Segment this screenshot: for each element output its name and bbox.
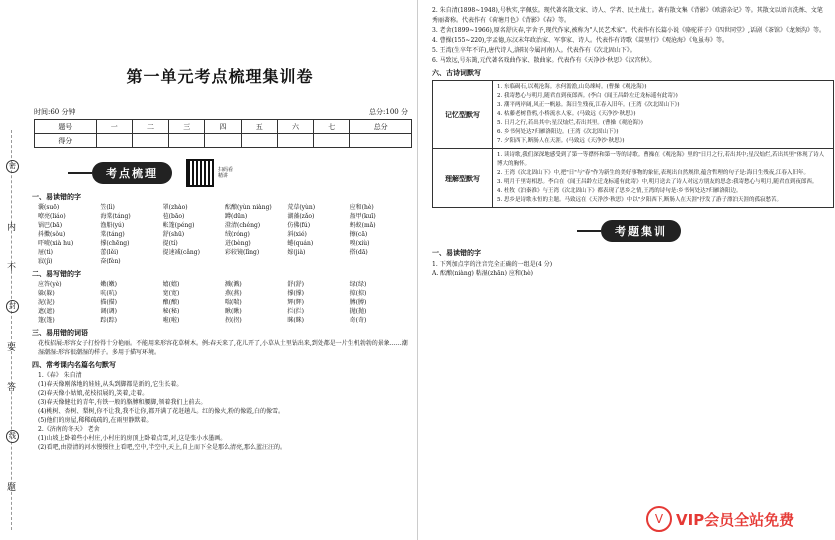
word-item: 吓唬(xià hu) [38, 240, 74, 247]
word-item: 喘(喘) [224, 299, 242, 306]
word-item: 屉(tì) [38, 249, 54, 256]
score-cell: 四 [205, 120, 241, 134]
cut-line [11, 130, 12, 530]
word-item: 宽(宽) [162, 290, 180, 297]
word-item: 应答(yè) [38, 281, 62, 288]
poem-line: 2. 王湾《次北固山下》中,把"日"与"春"作为新生的美好事物的象征,表现出自然规律,蕴含哲理的句子是:海日生残夜,江春入旧年。 [497, 170, 809, 176]
section-heading: 一、易读错的字 [432, 248, 481, 257]
category-label: 记忆型默写 [433, 81, 493, 148]
question-text: 1. 下列加点字的注音完全正确的一组是(4 分) [432, 261, 553, 268]
author-note: 6. 马致远,号东篱,元代著名戏曲作家、散曲家。代表作有《天净沙·秋思》《汉宫秋》。 [432, 57, 656, 64]
word-item: 棠(táng) [100, 231, 125, 238]
word-item: 绿(绿) [349, 281, 367, 288]
score-input[interactable] [96, 134, 132, 148]
word-item: 奇(奇) [349, 317, 367, 324]
word-item: 抛(抛) [349, 308, 367, 315]
word-item: 掠(掠) [349, 290, 367, 297]
word-item: 苞(bāo) [162, 213, 185, 220]
word-item: 酝酿(yùn niàng) [224, 204, 272, 211]
binding-dot: 封 [6, 300, 19, 313]
score-input[interactable] [350, 134, 412, 148]
author-note: 2. 朱自清(1898~1948),号秋实,字佩弦。现代著名散文家、诗人、学者、民主战士。著有散文集《背影》《欧游杂记》等。其散文以语言洗炼、文笔秀丽著称。代表作有《荷塘月色》《背影》《春》等。 [432, 7, 823, 24]
score-input[interactable] [277, 134, 313, 148]
vip-text: VIP会员全站免费 [676, 510, 795, 529]
word-item: 蚂蚁(mǎ) [349, 222, 376, 229]
recitation-line: (2)春天像小姑娘,花枝招展的,笑着,走着。 [38, 390, 149, 397]
binding-dot: 密 [6, 160, 19, 173]
word-item: 调(调) [100, 308, 118, 315]
word-item: 吭(吭) [100, 290, 118, 297]
section-heading: 三、易用错的词语 [32, 329, 88, 337]
score-cell: 七 [314, 120, 350, 134]
word-item: 奋(fèn) [100, 258, 121, 265]
binding-char: 不 [7, 263, 17, 273]
word-item: 嫩(嫩) [100, 281, 118, 288]
page-title: 第一单元考点梳理集训卷 [126, 67, 314, 86]
right-page [418, 0, 835, 540]
recitation-line: (4)桃树、杏树、梨树,你不让我,我不让你,都开满了花赶趟儿。红的像火,粉的像霞,白的像雪。 [38, 408, 285, 415]
word-item: 拦(拦) [287, 308, 305, 315]
word-item: 渔船(yú) [100, 222, 125, 229]
recitation-list [38, 371, 408, 452]
vip-watermark[interactable] [646, 504, 832, 534]
qr-note: 扫码看精讲 [218, 167, 234, 179]
question-options: A. 酝酿(niàng) 粘湿(zhān) 应和(hè) [432, 270, 533, 277]
score-cell: 三 [169, 120, 205, 134]
poem-line: 4. 枯藤老树昏鸦,小桥流水人家。(马致远《天净沙·秋思》) [497, 111, 636, 117]
score-value-row [35, 134, 412, 148]
binding-char: 答 [7, 383, 17, 393]
section-banner [68, 158, 412, 188]
score-cell: 五 [241, 120, 277, 134]
word-item: 寂(jì) [38, 258, 53, 265]
vip-icon: V [646, 506, 672, 532]
poem-line: 2. 我寄愁心与明月,随君直到夜郎西。(李白《闻王昌龄左迁龙标遥有此寄》) [497, 93, 678, 99]
word-item: 荒草(yùn) [287, 204, 316, 211]
binding-char: 题 [7, 483, 17, 493]
score-cell: 六 [277, 120, 313, 134]
score-cell: 总分 [350, 120, 412, 134]
poem-line: 1. 读诗歌,我们深深地感受到了第一等襟怀和第一等的诗歌。曹操在《观沧海》里的"日月之行,若出其中;星汉灿烂,若出其里"体现了诗人博大的胸怀。 [497, 152, 825, 167]
word-item: 嘹亮(liáo) [38, 213, 66, 220]
word-item: 溅(溅) [224, 281, 242, 288]
poetry-table [432, 80, 834, 208]
understand-items [493, 149, 833, 207]
word-item: 蹲(dūn) [224, 213, 248, 220]
poem-line: 5. 日月之行,若出其中;星汉灿烂,若出其里。(曹操《观沧海》) [497, 120, 643, 126]
score-input[interactable] [132, 134, 168, 148]
word-item: 眯(眯) [287, 317, 305, 324]
word-item: 绒(róng) [224, 231, 250, 238]
word-item: 盔甲(kuī) [349, 213, 376, 220]
poem-line: 5. 思乡是诗歌永恒的主题。马致远在《天净沙·秋思》中以"夕阳西下,断肠人在天涯"抒发了游子漂泊天涯的孤寂愁苦。 [497, 197, 783, 203]
word-item: 辉(辉) [287, 299, 305, 306]
word-item: 拐(拐) [224, 317, 242, 324]
word-item: 仿佛(fú) [287, 222, 311, 229]
word-item: 罩(zhào) [162, 204, 188, 211]
word-item: 搭(dā) [349, 249, 368, 256]
recitation-line: 2.《济南的冬天》 老舍 [38, 426, 100, 433]
word-grid [38, 203, 412, 266]
section-heading: 六、古诗词默写 [432, 68, 481, 77]
word-usage-text: 花枝招展:形容女子打扮得十分艳丽。不能用来形容花草树木。例:春天来了,花儿开了,小草从土里钻出来,到处都是一片生机勃勃的景象……潮湿潮湿:形容很潮湿的样子。多用于描写环境。 [38, 340, 408, 356]
category-label: 理解型默写 [433, 149, 493, 207]
word-item: 嫁(jià) [287, 249, 306, 256]
word-item: 啦(啦) [162, 317, 180, 324]
word-item: 擦(cā) [349, 231, 368, 238]
score-table [34, 119, 412, 148]
word-item: 提速减(cǎng) [162, 249, 200, 256]
poem-line: 4. 杜牧《泊秦淮》与王湾《次北固山下》都表现了思乡之情,王湾的诗句是:乡书何处达?归雁洛阳边。 [497, 188, 742, 194]
time-limit: 时间:60 分钟 [34, 108, 76, 116]
word-item: 湖藻(zǎo) [287, 213, 315, 220]
binding-margin [2, 130, 22, 530]
exam-meta [34, 107, 408, 117]
word-item: 海棠(táng) [100, 213, 131, 220]
word-item: 囊(suō) [38, 204, 60, 211]
recitation-line: (2)看吧,由澄清的河水慢慢往上看吧,空中,半空中,天上,自上而下全是那么清亮,那么蓝汪汪的。 [38, 444, 286, 451]
score-input[interactable] [205, 134, 241, 148]
score-header-row [35, 120, 412, 134]
score-cell: 一 [96, 120, 132, 134]
section-heading: 四、常考课内名篇名句默写 [32, 361, 116, 369]
word-item: 彩较镜(lǐng) [224, 249, 260, 256]
binding-dot: 线 [6, 430, 19, 443]
score-input[interactable] [314, 134, 350, 148]
word-item: 嬉(嬉) [162, 281, 180, 288]
word-item: 秘(秘) [162, 308, 180, 315]
arrow-icon [577, 230, 601, 232]
word-item: 斜(xié) [287, 231, 307, 238]
word-item: 躲(躲) [38, 290, 55, 297]
score-cell: 二 [132, 120, 168, 134]
word-item: 笠(lì) [100, 204, 115, 211]
word-item: 应和(hè) [349, 204, 374, 211]
word-item: 泥(泥) [38, 299, 55, 306]
banner-label: 考题集训 [601, 220, 681, 242]
word-item: 嗅(xiù) [349, 240, 370, 247]
left-content [28, 0, 412, 452]
arrow-icon [68, 172, 92, 174]
word-item: 舒(shū) [162, 231, 185, 238]
poem-line: 3. 潮平两岸阔,风正一帆悬。海日生残夜,江春入旧年。(王湾《次北固山下》) [497, 102, 680, 108]
author-notes [432, 6, 826, 66]
word-item: 撑(chēng) [100, 240, 130, 247]
banner-label: 考点梳理 [92, 162, 172, 184]
word-grid [38, 280, 412, 325]
total-score: 总分:100 分 [369, 108, 408, 116]
word-item: 遮(遮) [38, 308, 55, 315]
score-cell: 得分 [35, 134, 97, 148]
author-note: 4. 曹操(155~220),字孟德,东汉末年政治家、军事家、诗人。代表作有诗歌《蒿里行》《观沧海》《龟虽寿》等。 [432, 37, 729, 44]
word-item: 撑(撑) [287, 290, 305, 297]
word-item: 帐篷(péng) [162, 222, 195, 229]
score-input[interactable] [241, 134, 277, 148]
qr-code-icon[interactable] [186, 159, 214, 187]
recitation-line: 1.《春》 朱自清 [38, 372, 82, 379]
poem-line: 7. 夕阳西下,断肠人在天涯。(马致远《天净沙·秋思》) [497, 138, 625, 144]
word-item: 澄清(chéng) [224, 222, 261, 229]
recitation-line: (5)他们的房屋,稀稀疏疏的,在雨里静默着。 [38, 417, 153, 424]
section-heading: 一、易读错的字 [32, 193, 81, 201]
word-item: 燕(燕) [224, 290, 242, 297]
poem-line: 3. 明月千里寄相思。李白在《闻王昌龄左迁龙标遥有此寄》中,明月送去了诗人对远方朋友的思念:我寄愁心与明月,随君直到夜郎西。 [497, 179, 818, 185]
word-item: 酿(酿) [162, 299, 180, 306]
word-item: 描(描) [100, 299, 118, 306]
word-item: 瞅(瞅) [224, 308, 242, 315]
word-item: 锅巴(bā) [38, 222, 63, 229]
word-item: 蜷(quán) [287, 240, 314, 247]
author-note: 3. 老舍(1899~1966),原名舒庆春,字舍予,现代作家,被称为"人民艺术家"。代表作有长篇小说《骆驼祥子》《四世同堂》,话剧《茶馆》《龙须沟》等。 [432, 27, 825, 34]
word-item: 舒(舒) [287, 281, 305, 288]
recitation-line: (1)春天像刚落地的娃娃,从头到脚都是新的,它生长着。 [38, 381, 183, 388]
recitation-line: (3)春天像健壮的青年,有铁一般的胳膊和腰脚,领着我们上前去。 [38, 399, 207, 406]
word-item: 膊(膊) [349, 299, 367, 306]
score-input[interactable] [169, 134, 205, 148]
binding-char: 内 [7, 223, 17, 233]
author-note: 5. 王湾(生卒年不详),唐代诗人,洛阳(今属河南)人。代表作有《次北固山下》。 [432, 47, 636, 54]
recitation-line: (1)山坡上卧着些小村庄,小村庄的房顶上卧着点雪,对,这是张小水墨画。 [38, 435, 227, 442]
word-item: 迸(bèng) [224, 240, 251, 247]
word-item: 蕾(lěi) [100, 249, 119, 256]
word-item: 踪(踪) [100, 317, 118, 324]
poem-line: 6. 乡书何处达?归雁洛阳边。(王湾《次北固山下》) [497, 129, 619, 135]
memory-items [493, 81, 833, 148]
section-heading: 二、易写错的字 [32, 270, 81, 278]
binding-char: 要 [7, 343, 17, 353]
poem-line: 1. 东临碣石,以观沧海。水何澹澹,山岛竦峙。(曹操《观沧海》) [497, 84, 647, 90]
word-item: 抖擞(sǒu) [38, 231, 66, 238]
word-item: 篷(篷) [38, 317, 55, 324]
word-item: 提(tí) [162, 240, 178, 247]
section-banner [432, 216, 826, 246]
score-cell: 题号 [35, 120, 97, 134]
